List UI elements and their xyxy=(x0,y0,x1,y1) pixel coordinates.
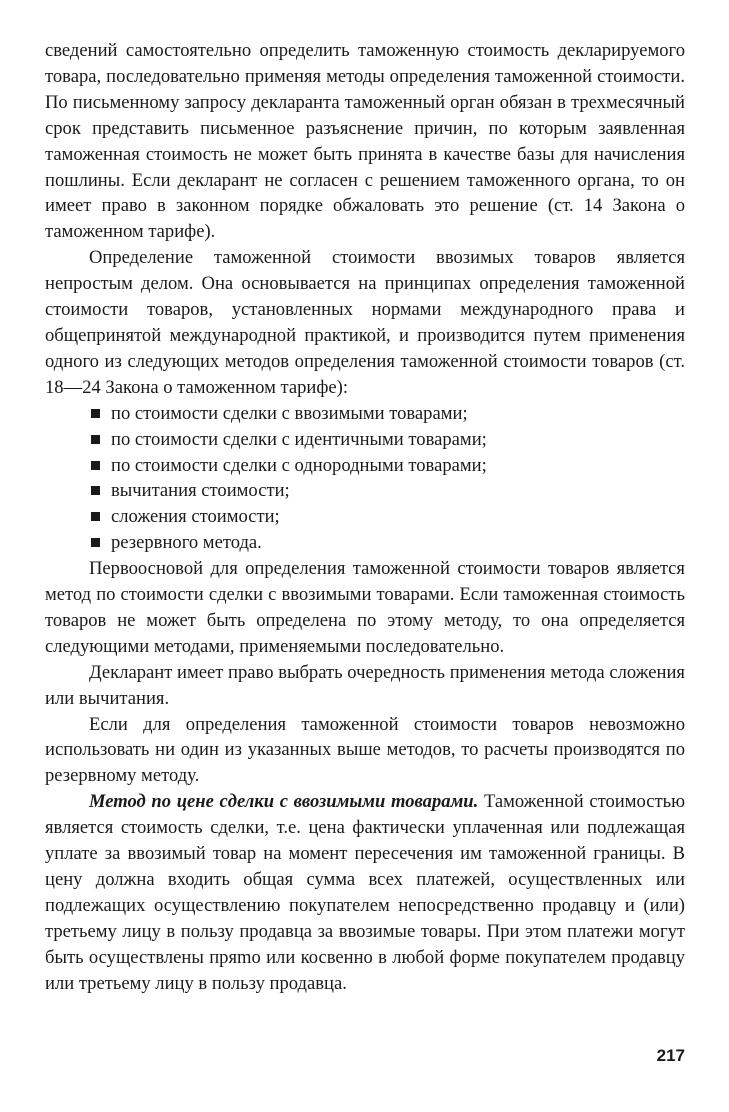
paragraph-declarant-choice: Декларант имеет право выбрать очередность применения метода сложения или вычитания. xyxy=(45,661,685,709)
paragraph-continuation: сведений самостоятельно определить таможенную стоимость декларируемого товара, последовательно применяя методы определения таможенной стоимости. По письменному запросу декларанта таможенный орган обязан в трехмесячный срок представить письменное разъяснение причин, по которым заявленная таможенная стоимость не может быть принята в качестве базы для начисления пошлины. Если декларант не согласен с решением таможенного органа, то он имеет право в законном порядке обжаловать это решение (ст. 14 Закона о таможенном тарифе). xyxy=(45,40,685,243)
methods-list xyxy=(45,401,685,556)
list-item-text: вычитания стоимости; xyxy=(111,480,290,502)
list-item-text: по стоимости сделки с идентичными товарами; xyxy=(111,428,487,450)
list-item xyxy=(45,530,685,556)
paragraph-primary-method: Первоосновой для определения таможенной стоимости товаров является метод по стоимости сделки с ввозимыми товарами. Если таможенная стоимость товаров не может быть определена по этому методу, то она определяется следующими методами, применяемыми последовательно. xyxy=(45,558,685,657)
paragraph-reserve-method: Если для определения таможенной стоимости товаров невозможно использовать ни один из указанных выше методов, то расчеты производятся по резервному методу. xyxy=(45,713,685,787)
list-item xyxy=(45,478,685,504)
list-item xyxy=(45,504,685,530)
list-item xyxy=(45,427,685,453)
paragraph-transaction-value xyxy=(45,789,685,996)
square-bullet-icon xyxy=(91,538,100,547)
list-item-text: по стоимости сделки с однородными товарами; xyxy=(111,454,487,476)
paragraph-text: Таможенной стоимостью является стоимость сделки, т.е. цена фактически уплаченная или подлежащая уплате за ввозимый товар на момент пересечения им таможенной границы. В цену должна входить общая сумма всех платежей, осуществленных или подлежащих осуществлению покупателем непосредственно продавцу и (или) третьему лицу в пользу продавца за ввозимые товары. При этом платежи могут быть осуществлены пряmo или косвенно в любой форме покупателем продавцу или третьему лицу в пользу продавца. xyxy=(45,791,685,994)
page-body xyxy=(45,38,685,997)
paragraph-methods-intro: Определение таможенной стоимости ввозимых товаров является непростым делом. Она основывается на принципах определения таможенной стоимости товаров, установленных нормами международного права и общепринятой международной практикой, и производится путем применения одного из следующих методов определения таможенной стоимости товаров (ст. 18—24 Закона о таможенном тарифе): xyxy=(45,247,685,398)
square-bullet-icon xyxy=(91,409,100,418)
list-item-text: сложения стоимости; xyxy=(111,506,280,528)
page-number: 217 xyxy=(656,1046,685,1065)
square-bullet-icon xyxy=(91,486,100,495)
list-item xyxy=(45,401,685,427)
list-item-text: резервного метода. xyxy=(111,532,262,554)
list-item-text: по стоимости сделки с ввозимыми товарами; xyxy=(111,402,468,424)
square-bullet-icon xyxy=(91,435,100,444)
square-bullet-icon xyxy=(91,461,100,470)
square-bullet-icon xyxy=(91,512,100,521)
section-heading: Метод по цене сделки с ввозимыми товарами. xyxy=(89,791,479,813)
list-item xyxy=(45,453,685,479)
